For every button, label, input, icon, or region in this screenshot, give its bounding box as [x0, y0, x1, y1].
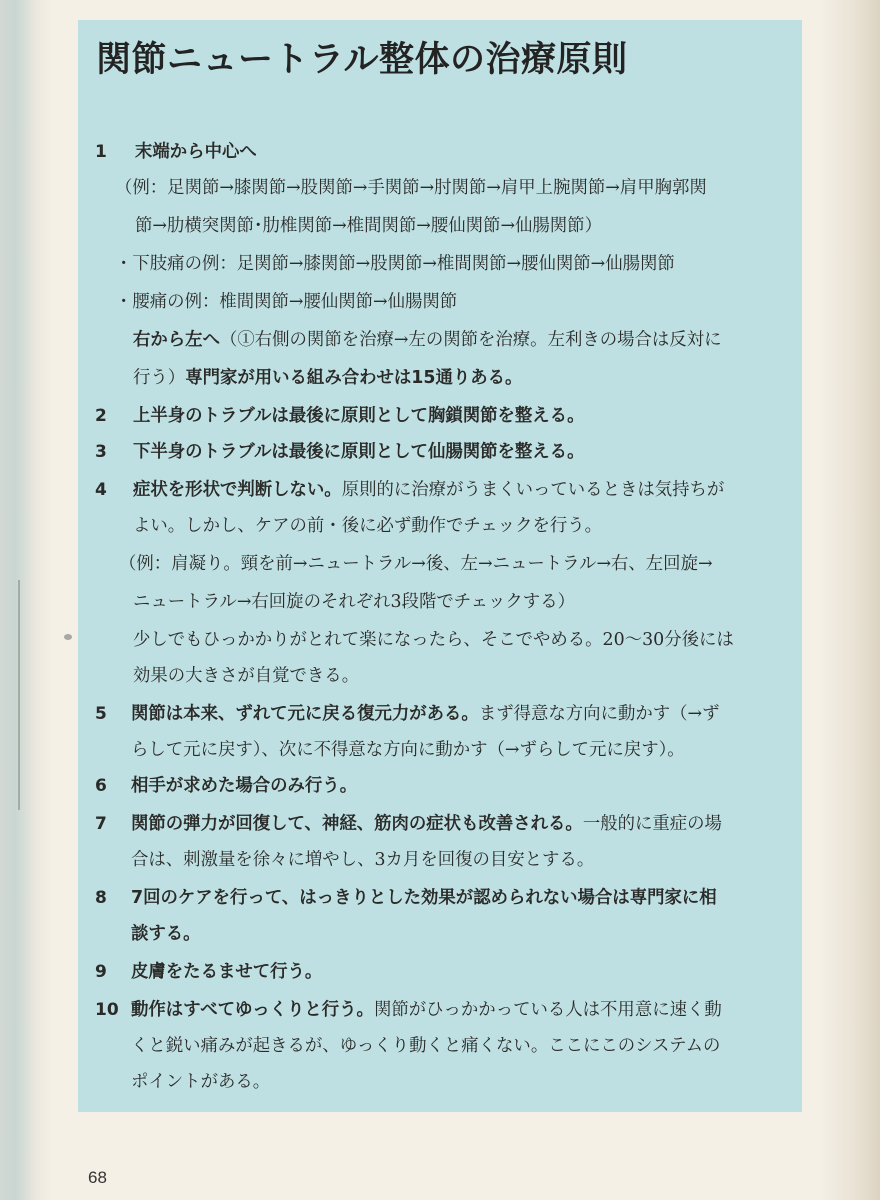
- bold-phrase: 右から左へ: [133, 330, 220, 350]
- text-line: [131, 995, 722, 1025]
- example-line: ・下肢痛の例：足関節→膝関節→股関節→椎間関節→腰仙関節→仙腸関節: [115, 254, 675, 274]
- bold-phrase: 専門家が用いる組み合わせは15通りある。: [185, 368, 523, 388]
- item-heading: 下半身のトラブルは最後に原則として仙腸関節を整える。: [133, 442, 585, 462]
- bold-phrase: 動作はすべてゆっくりと行う。: [131, 1000, 374, 1020]
- item-number: 3: [95, 442, 107, 462]
- body-text: まず得意な方向に動かす（→ず: [478, 704, 720, 724]
- binding-mark: [18, 580, 20, 810]
- text-line: ポイントがある。: [131, 1072, 271, 1092]
- example-line: （例：肩凝り。頸を前→ニュートラル→後、左→ニュートラル→右、左回旋→: [119, 554, 713, 574]
- item-number: 9: [95, 962, 107, 982]
- text-line: よい。しかし、ケアの前・後に必ず動作でチェックを行う。: [133, 516, 603, 536]
- body-text: 行う）: [133, 368, 186, 388]
- example-line: ・腰痛の例：椎間関節→腰仙関節→仙腸関節: [115, 292, 458, 312]
- item-number: 4: [95, 480, 107, 500]
- item-number: 1: [95, 142, 107, 162]
- item-number: 6: [95, 776, 107, 796]
- item-heading: 7回のケアを行って、はっきりとした効果が認められない場合は専門家に相: [131, 888, 717, 908]
- item-number: 7: [95, 814, 107, 834]
- item-heading: 皮膚をたるませて行う。: [131, 962, 323, 982]
- book-spine-shadow: [0, 0, 52, 1200]
- text-line: 合は、刺激量を徐々に増やし、3カ月を回復の目安とする。: [131, 850, 595, 870]
- body-text: 原則的に治療がうまくいっているときは気持ちが: [341, 480, 725, 500]
- item-number: 5: [95, 704, 107, 724]
- text-line: [133, 475, 724, 505]
- page-number: 68: [88, 1168, 107, 1187]
- item-heading: 末端から中心へ: [135, 142, 257, 162]
- example-line: ニュートラル→右回旋のそれぞれ3段階でチェックする）: [133, 592, 575, 612]
- paper-speck: [64, 634, 72, 640]
- text-line: [131, 809, 722, 839]
- page-title: 関節ニュートラル整体の治療原則: [96, 40, 628, 80]
- bold-phrase: 症状を形状で判断しない。: [133, 480, 342, 500]
- text-line: くと鋭い痛みが起きるが、ゆっくり動くと痛くない。ここにこのシステムの: [131, 1036, 721, 1056]
- text-line: [133, 363, 522, 393]
- example-line: 節→肋横突関節･肋椎関節→椎間関節→腰仙関節→仙腸関節）: [135, 216, 602, 236]
- body-text: （①右側の関節を治療→左の関節を治療。左利きの場合は反対に: [219, 330, 722, 350]
- text-line: 効果の大きさが自覚できる。: [133, 666, 360, 686]
- text-line: 少しでもひっかかりがとれて楽になったら、そこでやめる。20〜30分後には: [133, 630, 734, 650]
- text-line: らして元に戻す）、次に不得意な方向に動かす（→ずらして元に戻す）。: [131, 740, 685, 760]
- example-line: （例：足関節→膝関節→股関節→手関節→肘関節→肩甲上腕関節→肩甲胸郭関: [115, 178, 707, 198]
- page-edge: [820, 0, 880, 1200]
- item-number: 10: [95, 1000, 119, 1020]
- item-heading: 上半身のトラブルは最後に原則として胸鎖関節を整える。: [133, 406, 585, 426]
- body-text: 一般的に重症の場: [582, 814, 722, 834]
- item-number: 8: [95, 888, 107, 908]
- text-line: [133, 325, 721, 355]
- body-text: 関節がひっかかっている人は不用意に速く動: [373, 1000, 722, 1020]
- bold-phrase: 関節は本来、ずれて元に戻る復元力がある。: [131, 704, 479, 724]
- text-line: [131, 699, 719, 729]
- item-heading: 相手が求めた場合のみ行う。: [131, 776, 358, 796]
- text-line: 談する。: [131, 924, 201, 944]
- bold-phrase: 関節の弾力が回復して、神経、筋肉の症状も改善される。: [131, 814, 583, 834]
- item-number: 2: [95, 406, 107, 426]
